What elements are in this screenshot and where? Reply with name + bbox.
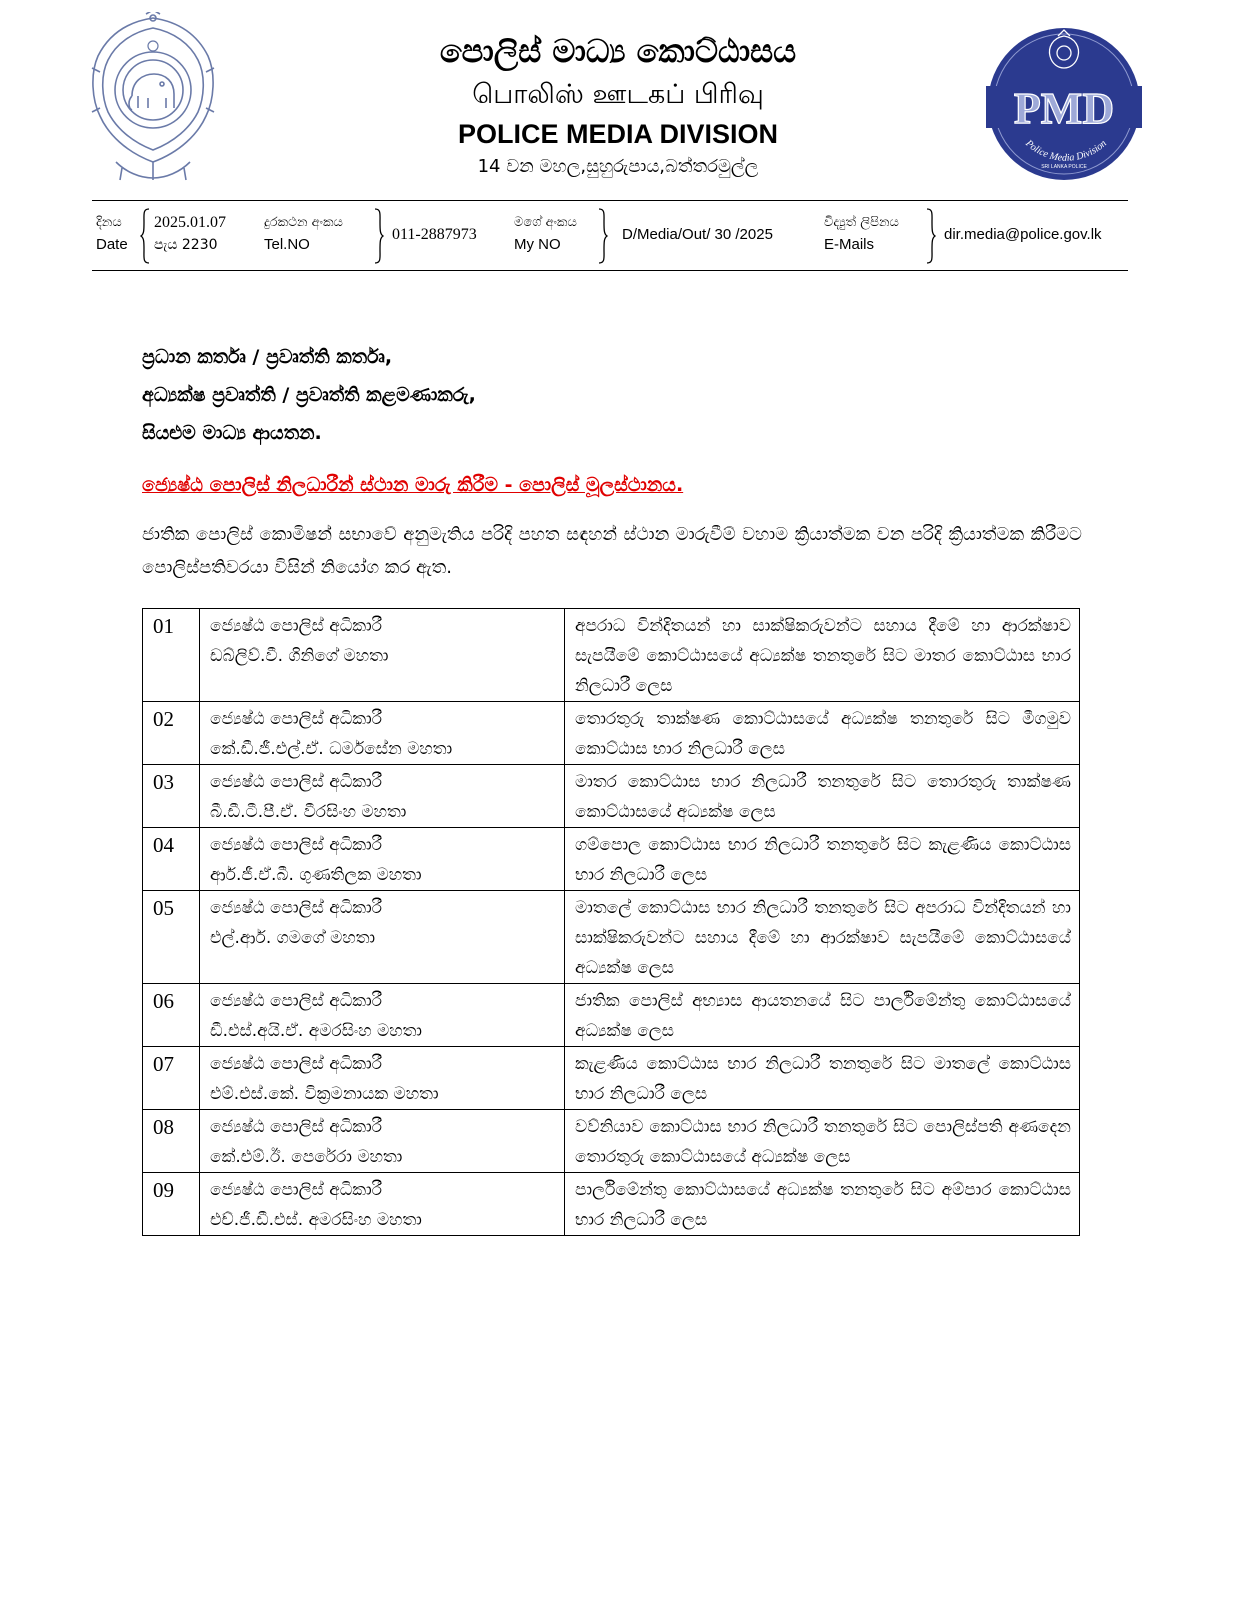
officer-name: කේ.එම්.ඊ. පෙරේරා මහතා bbox=[210, 1147, 403, 1167]
email-value: dir.media@police.gov.lk bbox=[944, 226, 1102, 243]
addressee-line: සියළුම මාධ්‍ය ආයතන. bbox=[142, 422, 322, 444]
transfer-details: මාතර කොට්ඨාස භාර නිලධාරී තනතුරේ සිට තොරතුරු තාක්ෂණ කොට්ඨාසයේ අධ්‍යක්ෂ ලෙස bbox=[565, 765, 1080, 828]
officer-cell bbox=[200, 1173, 565, 1236]
table-row bbox=[143, 1173, 1080, 1236]
email-label: විද්‍යුත් ලිපිනය E-Mails bbox=[824, 215, 899, 253]
time-value: පැය 2230 bbox=[154, 237, 218, 253]
title-tamil: பொலிஸ் ஊடகப் பிரிவு bbox=[472, 79, 764, 110]
table-row bbox=[143, 702, 1080, 765]
officer-name: එච්.ජී.ඩී.එස්. අමරසිංහ මහතා bbox=[210, 1210, 422, 1230]
addressee-line: අධ්‍යක්ෂ ප්‍රවෘත්ති / ප්‍රවෘත්ති කළමණාකරු, bbox=[142, 384, 476, 406]
title-english: POLICE MEDIA DIVISION bbox=[457, 119, 779, 149]
row-number: 07 bbox=[143, 1047, 200, 1110]
pmd-logo bbox=[986, 26, 1142, 182]
my-no-value: D/Media/Out/ 30 /2025 bbox=[622, 226, 773, 243]
office-address: 14 වන මහල,සුහුරුපාය,බත්තරමුල්ල bbox=[477, 156, 759, 177]
row-number: 09 bbox=[143, 1173, 200, 1236]
officer-cell bbox=[200, 891, 565, 984]
row-number: 01 bbox=[143, 609, 200, 702]
row-number: 06 bbox=[143, 984, 200, 1047]
officer-rank: ජ්‍යෙෂ්ඨ පොලිස් අධිකාරී bbox=[210, 772, 382, 792]
intro-paragraph: ජාතික පොලිස් කොමිෂන් සභාවේ අනුමැතිය පරිදි පහත සඳහන් ස්ථාන මාරුවීම් වහාම ක්‍රියාත්මක වන පරිදි ක්‍රියාත්මක කිරීමට පොලිස්පතිවරයා විසින් නියෝග කර ඇත. bbox=[142, 524, 1082, 578]
addressee-line: ප්‍රධාන කර්තෘ / ප්‍රවෘත්ති කර්තෘ, bbox=[142, 346, 393, 368]
title-sinhala: පොලිස් මාධ්‍ය කොට්ඨාසය bbox=[439, 32, 797, 70]
officer-name: ඩී.එස්.අයි.ඒ. අමරසිංහ මහතා bbox=[210, 1021, 423, 1041]
tel-label: දුරකථන අංකය Tel.NO bbox=[264, 215, 343, 253]
officer-cell bbox=[200, 828, 565, 891]
officer-rank: ජ්‍යෙෂ්ඨ පොලිස් අධිකාරී bbox=[210, 1054, 382, 1074]
transfer-details: ජාතික පොලිස් අභ්‍යාස ආයතනයේ සිට පාර්ලිමේන්තු කොට්ඨාසයේ අධ්‍යක්ෂ ලෙස bbox=[565, 984, 1080, 1047]
officer-name: ඩබ්ලිව්.වී. ගිනිගේ මහතා bbox=[210, 646, 389, 666]
officer-cell bbox=[200, 765, 565, 828]
subject-heading: ජ්‍යෙෂ්ඨ පොලිස් නිලධාරීන් ස්ථාන මාරු කිරීම - පොලිස් මූලස්ථානය. bbox=[142, 474, 684, 496]
pmd-ring-text: Police Media Division bbox=[1023, 138, 1109, 164]
table-row bbox=[143, 1047, 1080, 1110]
officer-rank: ජ්‍යෙෂ්ඨ පොලිස් අධිකාරී bbox=[210, 898, 382, 918]
date-label: දිනය Date bbox=[96, 215, 128, 253]
officer-cell bbox=[200, 1110, 565, 1173]
row-number: 04 bbox=[143, 828, 200, 891]
transfer-details: පාර්ලිමේන්තු කොට්ඨාසයේ අධ්‍යක්ෂ තනතුරේ සිට අම්පාර කොට්ඨාස භාර නිලධාරී ලෙස bbox=[565, 1173, 1080, 1236]
brace-close-icon bbox=[374, 208, 384, 264]
table-row bbox=[143, 984, 1080, 1047]
officer-name: බී.ඩී.ටී.පී.ඒ. වීරසිංහ මහතා bbox=[210, 802, 407, 822]
row-number: 08 bbox=[143, 1110, 200, 1173]
officer-name: එල්.ආර්. ගමගේ මහතා bbox=[210, 928, 376, 948]
officer-rank: ජ්‍යෙෂ්ඨ පොලිස් අධිකාරී bbox=[210, 991, 382, 1011]
row-number: 03 bbox=[143, 765, 200, 828]
header-bottom-rule bbox=[92, 270, 1128, 271]
officer-name: කේ.ඩී.ජී.එල්.ඒ. ධර්මසේන මහතා bbox=[210, 739, 453, 759]
table-row bbox=[143, 1110, 1080, 1173]
officer-name: ආර්.ජී.ඒ.බී. ගුණතිලක මහතා bbox=[210, 865, 422, 885]
table-row bbox=[143, 765, 1080, 828]
transfer-details: මාතලේ කොට්ඨාස භාර නිලධාරී තනතුරේ සිට අපරාධ වින්දිතයන් හා සාක්ෂිකරුවන්ට සහාය දීමේ හා ආරක්ෂාව සැපයීමේ කොට්ඨාසයේ අධ්‍යක්ෂ ලෙස bbox=[565, 891, 1080, 984]
my-no-label: මගේ අංකය My NO bbox=[514, 215, 577, 253]
transfer-details: කැළණිය කොට්ඨාස භාර නිලධාරී තනතුරේ සිට මාතලේ කොට්ඨාස භාර නිලධාරී ලෙස bbox=[565, 1047, 1080, 1110]
officer-rank: ජ්‍යෙෂ්ඨ පොලිස් අධිකාරී bbox=[210, 835, 382, 855]
officer-cell bbox=[200, 1047, 565, 1110]
officer-rank: ජ්‍යෙෂ්ඨ පොලිස් අධිකාරී bbox=[210, 709, 382, 729]
police-crest-logo bbox=[86, 12, 220, 184]
officer-rank: ජ්‍යෙෂ්ඨ පොලිස් අධිකාරී bbox=[210, 1180, 382, 1200]
officer-cell bbox=[200, 609, 565, 702]
reference-info-row bbox=[92, 208, 1128, 266]
row-number: 02 bbox=[143, 702, 200, 765]
transfer-details: වව්නියාව කොට්ඨාස භාර නිලධාරී තනතුරේ සිට පොලිස්පති අණදෙන තොරතුරු කොට්ඨාසයේ අධ්‍යක්ෂ ලෙස bbox=[565, 1110, 1080, 1173]
transfer-details: අපරාධ වින්දිතයන් හා සාක්ෂිකරුවන්ට සහාය දීමේ හා ආරක්ෂාව සැපයීමේ කොට්ඨාසයේ අධ්‍යක්ෂ තනතුරේ සිට මාතර කොට්ඨාස භාර නිලධාරී ලෙස bbox=[565, 609, 1080, 702]
transfer-details: තොරතුරු තාක්ෂණ කොට්ඨාසයේ අධ්‍යක්ෂ තනතුරේ සිට මීගමුව කොට්ඨාස භාර නිලධාරී ලෙස bbox=[565, 702, 1080, 765]
officer-name: එම්.එස්.කේ. වික්‍රමනායක මහතා bbox=[210, 1084, 439, 1104]
officer-cell bbox=[200, 984, 565, 1047]
officer-rank: ජ්‍යෙෂ්ඨ පොලිස් අධිකාරී bbox=[210, 616, 382, 636]
tel-value: 011-2887973 bbox=[392, 226, 477, 243]
pmd-sub-text: SRI LANKA POLICE bbox=[1041, 164, 1087, 170]
letterhead-title-block bbox=[300, 28, 936, 182]
table-row bbox=[143, 891, 1080, 984]
brace-open-icon bbox=[140, 208, 150, 264]
brace-close-icon bbox=[598, 208, 608, 264]
officer-rank: ජ්‍යෙෂ්ඨ පොලිස් අධිකාරී bbox=[210, 1117, 382, 1137]
brace-close-icon bbox=[926, 208, 936, 264]
row-number: 05 bbox=[143, 891, 200, 984]
table-row bbox=[143, 609, 1080, 702]
transfer-details: ගම්පොල කොට්ඨාස භාර නිලධාරී තනතුරේ සිට කැළණිය කොට්ඨාස භාර නිලධාරී ලෙස bbox=[565, 828, 1080, 891]
date-value: 2025.01.07 bbox=[154, 214, 226, 231]
transfers-table bbox=[142, 608, 1080, 1236]
table-row bbox=[143, 828, 1080, 891]
officer-cell bbox=[200, 702, 565, 765]
header-top-rule bbox=[92, 200, 1128, 201]
addressee-block bbox=[142, 338, 476, 452]
pmd-letters: PMD bbox=[1013, 84, 1115, 133]
